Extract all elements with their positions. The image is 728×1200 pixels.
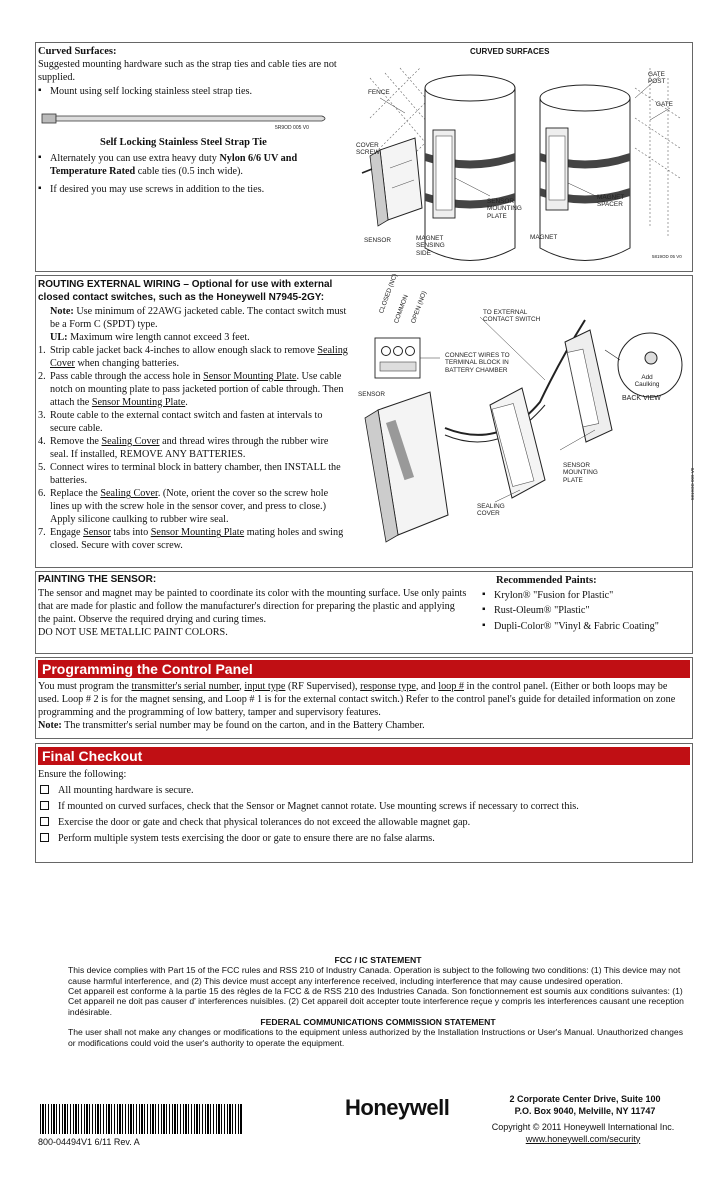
label-sensor: SENSOR bbox=[364, 237, 391, 244]
programming-title: Programming the Control Panel bbox=[38, 660, 690, 678]
label-back-view: BACK VIEW bbox=[622, 395, 661, 402]
painting-text bbox=[38, 574, 468, 639]
programming-body bbox=[38, 680, 690, 732]
fcc-paragraph-fr: Cet appareil est conforme à la partie 15 des règles de la FCC & de RSS 210 des Industries Canada. Son fonctionnement est soumis aux conditions suivantes: (1) Cet appareil ne doit pas causer d' interferences nuisibles. (2) Cet appareil doit accepter toute interference reçue y compris les interferences causant une reception indésirable. bbox=[68, 985, 684, 1017]
strap-tie-caption: Self Locking Stainless Steel Strap Tie bbox=[100, 137, 267, 148]
fcc-statement bbox=[68, 955, 688, 1048]
fcc-paragraph-en: This device complies with Part 15 of the FCC rules and RSS 210 of Industry Canada. Operation is subject to the following two conditions: (1) This device may not cause harmful interference, and (2) This device must accept any interference received, including interference that may cause undesired operation. bbox=[68, 965, 681, 986]
routing-step-4: 4. Remove the Sealing Cover and thread wires through the rubber wire seal. If installed, REMOVE ANY BATTERIES. bbox=[38, 436, 329, 461]
painting-warning: DO NOT USE METALLIC PAINT COLORS. bbox=[38, 626, 228, 638]
footer-address: 2 Corporate Center Drive, Suite 100 P.O. Box 9040, Melville, NY 11747 bbox=[509, 1094, 661, 1116]
curved-text-column bbox=[38, 45, 338, 98]
checkbox-icon bbox=[40, 785, 49, 794]
label-cover-screw: COVER SCREW bbox=[356, 142, 380, 157]
curved-bullet-1: ▪ Mount using self locking stainless steel strap ties. bbox=[38, 85, 338, 98]
checkbox-icon bbox=[40, 801, 49, 810]
checkout-item: Perform multiple system tests exercising the door or gate to ensure there are no false alarms. bbox=[38, 832, 690, 845]
label-sensor-mounting-plate: SENSOR MOUNTING PLATE bbox=[487, 198, 522, 220]
label-connect-wires: CONNECT WIRES TO TERMINAL BLOCK IN BATTERY CHAMBER bbox=[445, 352, 510, 374]
strap-tie-code: 5R9OD 005 V0 bbox=[275, 125, 309, 131]
routing-ul: UL: Maximum wire length cannot exceed 3 feet. bbox=[50, 331, 250, 343]
label-add-caulking: Add Caulking bbox=[634, 374, 660, 389]
checkout-title: Final Checkout bbox=[38, 747, 690, 765]
routing-note: Note: Use minimum of 22AWG jacketed cable. The contact switch must be a Form C (SPDT) type. bbox=[50, 305, 347, 330]
curved-bullet-3: ▪ If desired you may use screws in addition to the ties. bbox=[38, 183, 338, 196]
label-open-no: OPEN (NO) bbox=[410, 290, 429, 325]
paint-item: ▪ Krylon® "Fusion for Plastic" bbox=[482, 589, 692, 602]
routing-text-column bbox=[38, 279, 348, 552]
paint-item: ▪ Dupli-Color® "Vinyl & Fabric Coating" bbox=[482, 620, 692, 633]
label-magnet-sensing-side: MAGNET SENSING SIDE bbox=[416, 235, 445, 257]
painting-body: The sensor and magnet may be painted to coordinate its color with the mounting surface. Use only paints that are made for plastic and follow the manufacturer's direction for preparing the plastic and applying the paint. Observe the required drying and curing times. bbox=[38, 587, 467, 625]
honeywell-logo: Honeywell bbox=[345, 1095, 450, 1120]
curved-diagram-title: CURVED SURFACES bbox=[470, 47, 550, 56]
routing-step-7: 7. Engage Sensor tabs into Sensor Mounting Plate mating holes and swing closed. Secure with cover screw. bbox=[38, 527, 344, 552]
routing-step-5: 5. Connect wires to terminal block in battery chamber, then INSTALL the batteries. bbox=[38, 462, 341, 487]
label-magnet: MAGNET bbox=[530, 234, 558, 241]
curved-text-column-2 bbox=[38, 152, 338, 196]
document-number: 800-04494V1 6/11 Rev. A bbox=[38, 1137, 140, 1147]
checkbox-icon bbox=[40, 833, 49, 842]
routing-step-3: 3. Route cable to the external contact switch and fasten at intervals to secure cable. bbox=[38, 409, 323, 435]
painting-title: PAINTING THE SENSOR: bbox=[38, 574, 157, 585]
label-magnet-spacer: MAGNET SPACER bbox=[597, 194, 625, 209]
checkout-item: Exercise the door or gate and check that physical tolerances do not exceed the allowable magnet gap. bbox=[38, 816, 690, 829]
fcc-title-2: FEDERAL COMMUNICATIONS COMMISSION STATEMENT bbox=[260, 1016, 496, 1027]
routing-diagram-code: 5819OD 009 V0 bbox=[690, 467, 695, 500]
routing-step-2: 2. Pass cable through the access hole in Sensor Mounting Plate. Use cable notch on mounting plate to pass jacketed portion of cable through. Then attach the Sensor Mounting Plate. bbox=[38, 370, 344, 408]
label-gate-post: GATE POST bbox=[648, 71, 666, 86]
label-sealing-cover: SEALING COVER bbox=[477, 503, 505, 518]
recommended-paints bbox=[482, 574, 692, 633]
barcode bbox=[40, 1104, 243, 1134]
checkout-item: All mounting hardware is secure. bbox=[38, 784, 690, 797]
curved-title: Curved Surfaces: bbox=[38, 46, 117, 57]
curved-intro: Suggested mounting hardware such as the strap ties and cable ties are not supplied. bbox=[38, 59, 337, 84]
label-to-external-contact-switch: TO EXTERNAL CONTACT SWITCH bbox=[483, 309, 541, 324]
label-fence: FENCE bbox=[368, 89, 390, 96]
label-gate: GATE bbox=[656, 101, 673, 108]
label-common: COMMON bbox=[393, 293, 410, 325]
footer-copyright: Copyright © 2011 Honeywell International Inc. www.honeywell.com/security bbox=[476, 1122, 690, 1145]
curved-diagram-code: 5819OD 05 V0 bbox=[652, 254, 682, 259]
checkbox-icon bbox=[40, 817, 49, 826]
programming-note: Note: The transmitter's serial number may be found on the carton, and in the Battery Chamber. bbox=[38, 720, 425, 732]
routing-title: ROUTING EXTERNAL WIRING – Optional for use with external closed contact switches, such as the Honeywell N7945-2GY: bbox=[38, 279, 333, 303]
checkout-intro: Ensure the following: bbox=[38, 769, 127, 780]
fcc-paragraph-changes: The user shall not make any changes or modifications to the equipment unless authorized by the Installation Instructions or User's Manual. Unauthorized changes or modifications could void the user's authority to operate the equipment. bbox=[68, 1027, 684, 1048]
recommended-paints-title: Recommended Paints: bbox=[496, 575, 597, 586]
label-routing-sensor-mounting-plate: SENSOR MOUNTING PLATE bbox=[563, 462, 598, 484]
footer-url[interactable]: www.honeywell.com/security bbox=[525, 1133, 641, 1144]
label-closed-nc: CLOSED (NC) bbox=[378, 272, 399, 315]
curved-surfaces-diagram bbox=[350, 58, 690, 268]
checkout-list bbox=[38, 768, 690, 845]
fcc-title: FCC / IC STATEMENT bbox=[334, 955, 422, 965]
routing-step-1: 1. Strip cable jacket back 4-inches to allow enough slack to remove Sealing Cover when changing batteries. bbox=[38, 344, 348, 369]
curved-bullet-2: ▪ Alternately you can use extra heavy duty Nylon 6/6 UV and Temperature Rated cable ties (0.5 inch wide). bbox=[38, 152, 338, 178]
checkout-item: If mounted on curved surfaces, check that the Sensor or Magnet cannot rotate. Use mounting screws if necessary to correct this. bbox=[38, 800, 690, 813]
routing-step-6: 6. Replace the Sealing Cover. (Note, orient the cover so the screw hole lines up with the screw hole in the sensor cover, and press to close.) Apply silicone caulking to rubber wire seal. bbox=[38, 488, 329, 526]
paint-item: ▪ Rust-Oleum® "Plastic" bbox=[482, 604, 692, 617]
label-routing-sensor: SENSOR bbox=[358, 391, 385, 398]
programming-paragraph: You must program the transmitter's serial number, input type (RF Supervised), response type, and loop # in the control panel. (Either or both loops may be used. Loop # 2 is for the magnet sensing, and Loop # 1 is for the external contact switch.) Refer to the control panel's guide for detailed information on zone programming and the programming of low battery, tamper and supervisory features. bbox=[38, 681, 676, 719]
